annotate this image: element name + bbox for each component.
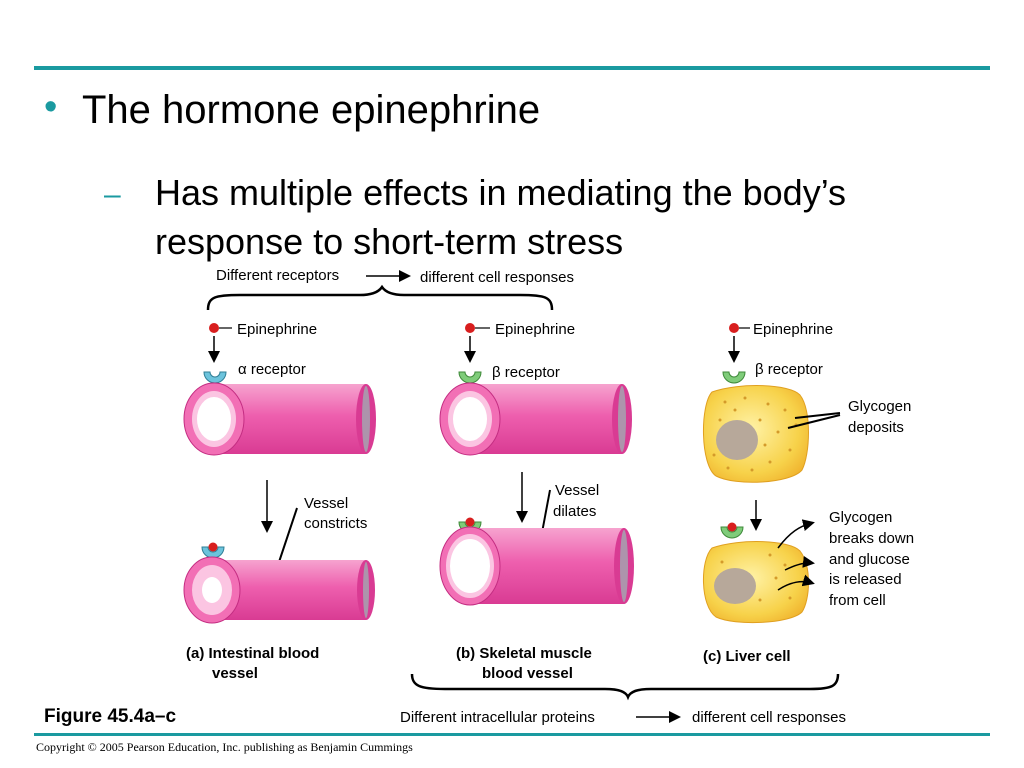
epinephrine-molecule-icon xyxy=(465,323,475,333)
panel-b-hormone-label: Epinephrine xyxy=(495,321,576,338)
bound-epinephrine-icon xyxy=(728,523,737,532)
panel-c-effect-line-4: is released xyxy=(829,571,902,588)
alpha-receptor-icon xyxy=(204,372,226,383)
panel-b-receptor-label: β receptor xyxy=(492,364,560,381)
panel-a-effect-line-1: Vessel xyxy=(304,495,349,512)
caption-different-receptors: Different receptors xyxy=(216,267,340,284)
sub-bullet-line-1: Has multiple effects in mediating the body’s xyxy=(155,172,847,213)
caption-intracellular-proteins: Different intracellular proteins xyxy=(400,709,595,726)
panel-a-effect-line-2: constricts xyxy=(304,515,368,532)
sub-bullet-dash: – xyxy=(104,178,121,211)
panel-a-caption-line-2: vessel xyxy=(212,665,258,682)
panel-c-receptor-label: β receptor xyxy=(755,361,823,378)
bound-epinephrine-icon xyxy=(466,518,475,527)
panel-c-caption: (c) Liver cell xyxy=(703,648,791,665)
beta-receptor-icon xyxy=(723,372,745,383)
panel-b-effect-line-2: dilates xyxy=(553,503,597,520)
beta-receptor-icon xyxy=(459,372,481,383)
sub-bullet-line-2: response to short-term stress xyxy=(155,221,624,262)
bottom-brace xyxy=(412,674,838,697)
panel-c-effect-line-2: breaks down xyxy=(829,530,915,547)
panel-a-caption-line-1: (a) Intestinal blood xyxy=(186,645,320,662)
panel-b-effect-line-1: Vessel xyxy=(555,482,600,499)
panel-c-hormone-label: Epinephrine xyxy=(753,321,834,338)
panel-c-deposits-line-2: deposits xyxy=(848,419,904,436)
copyright-notice: Copyright © 2005 Pearson Education, Inc. publishing as Benjamin Cummings xyxy=(36,740,413,754)
vessel-constricted-icon xyxy=(184,557,375,623)
bound-epinephrine-icon xyxy=(209,543,218,552)
caption-different-responses-top: different cell responses xyxy=(420,269,574,286)
epinephrine-molecule-icon xyxy=(729,323,739,333)
figure-label: Figure 45.4a–c xyxy=(44,706,177,727)
nucleus-icon xyxy=(716,420,758,460)
panel-b-caption-line-1: (b) Skeletal muscle xyxy=(456,645,592,662)
vessel-relaxed-icon xyxy=(184,383,376,455)
bullet-marker: • xyxy=(44,86,58,128)
panel-a-receptor-label: α receptor xyxy=(238,361,306,378)
panel-b-caption-line-2: blood vessel xyxy=(482,665,573,682)
panel-c-effect-line-3: and glucose xyxy=(829,551,910,568)
caption-different-responses-bottom: different cell responses xyxy=(692,709,846,726)
effect-pointer-line xyxy=(278,508,297,565)
slide-heading: The hormone epinephrine xyxy=(82,88,541,132)
panel-c-effect-line-5: from cell xyxy=(829,592,886,609)
top-brace xyxy=(208,287,552,310)
footer-rule xyxy=(34,733,990,736)
panel-a-hormone-label: Epinephrine xyxy=(237,321,318,338)
nucleus-icon xyxy=(714,568,756,604)
epinephrine-molecule-icon xyxy=(209,323,219,333)
vessel-relaxed-icon xyxy=(440,383,632,455)
panel-c-effect-line-1: Glycogen xyxy=(829,509,893,526)
panel-c-deposits-line-1: Glycogen xyxy=(848,398,912,415)
vessel-dilated-icon xyxy=(440,527,634,605)
